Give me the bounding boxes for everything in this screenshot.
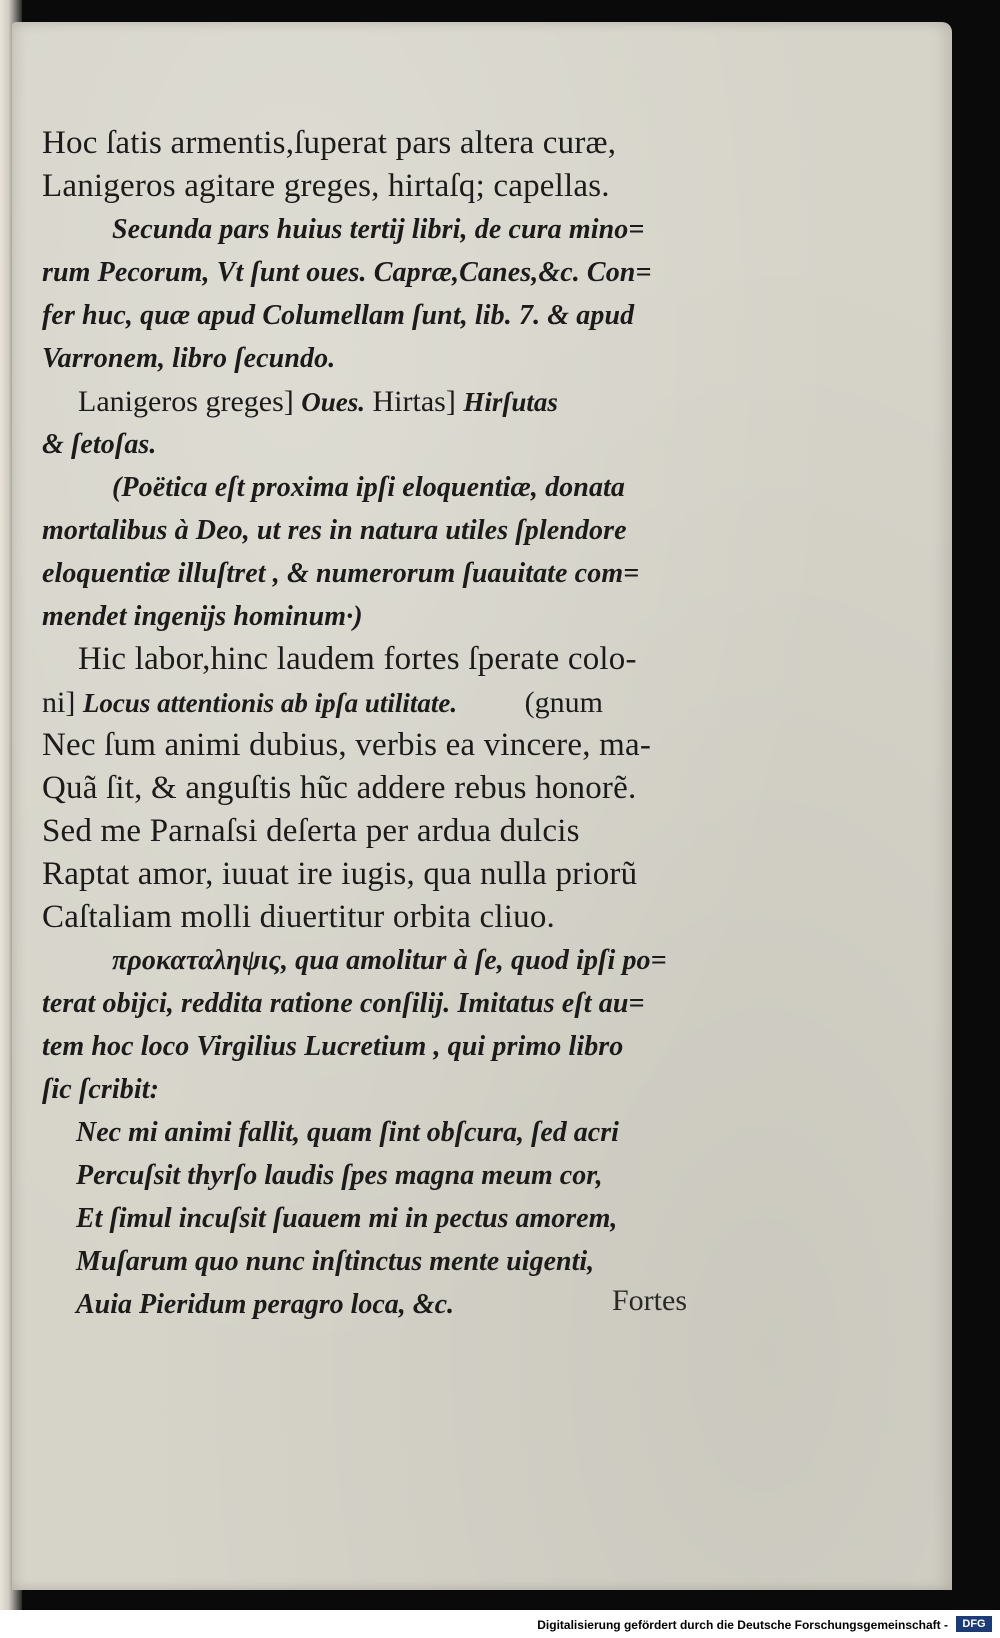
commentary-line: eloquentiæ illuſtret , & numerorum ſuauitate com= — [42, 558, 640, 589]
verse-fragment: (gnum — [524, 686, 603, 719]
quote-line: Percuſsit thyrſo laudis ſpes magna meum cor, — [76, 1160, 603, 1191]
gloss-note: Locus attentionis ab ipſa utilitate. — [82, 688, 458, 718]
commentary-line: mortalibus à Deo, ut res in natura utiles ſplendore — [42, 515, 627, 546]
quote-line: Auia Pieridum peragro loca, &c. — [76, 1289, 454, 1320]
verse-line: Nec ſum animi dubius, verbis ea vincere, ma- — [42, 727, 652, 763]
verse-line: Hic labor,hinc laudem fortes ſperate colo- — [78, 641, 637, 677]
commentary-line: fer huc, quæ apud Columellam ſunt, lib. 7. & apud — [42, 300, 635, 331]
commentary-line: tem hoc loco Virgilius Lucretium , qui primo libro — [42, 1031, 624, 1062]
gloss-line — [42, 380, 742, 423]
gloss-lemma: Hirtas] — [372, 385, 456, 418]
quote-line: Et ſimul incuſsit ſuauem mi in pectus amorem, — [76, 1203, 618, 1234]
commentary-line: Secunda pars huius tertij libri, de cura mino= — [112, 214, 645, 245]
verse-line-with-note — [42, 681, 742, 724]
commentary-line: (Poëtica eſt proxima ipſi eloquentiæ, donata — [112, 472, 626, 503]
verse-line: Hoc ſatis armentis,ſuperat pars altera curæ, — [42, 125, 617, 161]
verse-line: Sed me Parnaſsi deſerta per ardua dulcis — [42, 813, 580, 849]
gloss-lemma: Lanigeros greges] — [78, 385, 294, 418]
gloss-note: Oues. — [301, 387, 366, 417]
commentary-line: rum Pecorum, Vt ſunt oues. Capræ,Canes,&c. Con= — [42, 257, 652, 288]
book-page — [12, 22, 952, 1590]
commentary-line: προκαταληψις, qua amolitur à ſe, quod ipſi po= — [112, 945, 667, 976]
quote-line: Nec mi animi fallit, quam ſint obſcura, ſed acri — [76, 1117, 619, 1148]
commentary-line: terat obijci, reddita ratione conſilij. Imitatus eſt au= — [42, 988, 645, 1019]
page-text — [42, 122, 742, 1326]
verse-line: Raptat amor, iuuat ire iugis, qua nulla priorũ — [42, 856, 638, 892]
commentary-line: ſic ſcribit: — [42, 1074, 160, 1105]
verse-line: Quã ſit, & anguſtis hũc addere rebus honorẽ. — [42, 770, 637, 806]
commentary-line: Varronem, libro ſecundo. — [42, 343, 336, 374]
digitization-credit: Digitalisierung gefördert durch die Deutsche Forschungsgemeinschaft - — [537, 1618, 948, 1632]
gloss-note: Hirſutas — [463, 387, 558, 417]
verse-fragment: ni] — [42, 686, 76, 719]
commentary-line: mendet ingenijs hominum·) — [42, 601, 363, 632]
dfg-logo: DFG — [956, 1616, 992, 1632]
verse-line: Caſtaliam molli diuertitur orbita cliuo. — [42, 899, 555, 935]
quote-line: Muſarum quo nunc inſtinctus mente uigenti, — [76, 1246, 595, 1277]
verse-line: Lanigeros agitare greges, hirtaſq; capellas. — [42, 168, 610, 204]
gloss-line-continued: & ſetoſas. — [42, 429, 157, 460]
catchword: Fortes — [612, 1284, 687, 1317]
